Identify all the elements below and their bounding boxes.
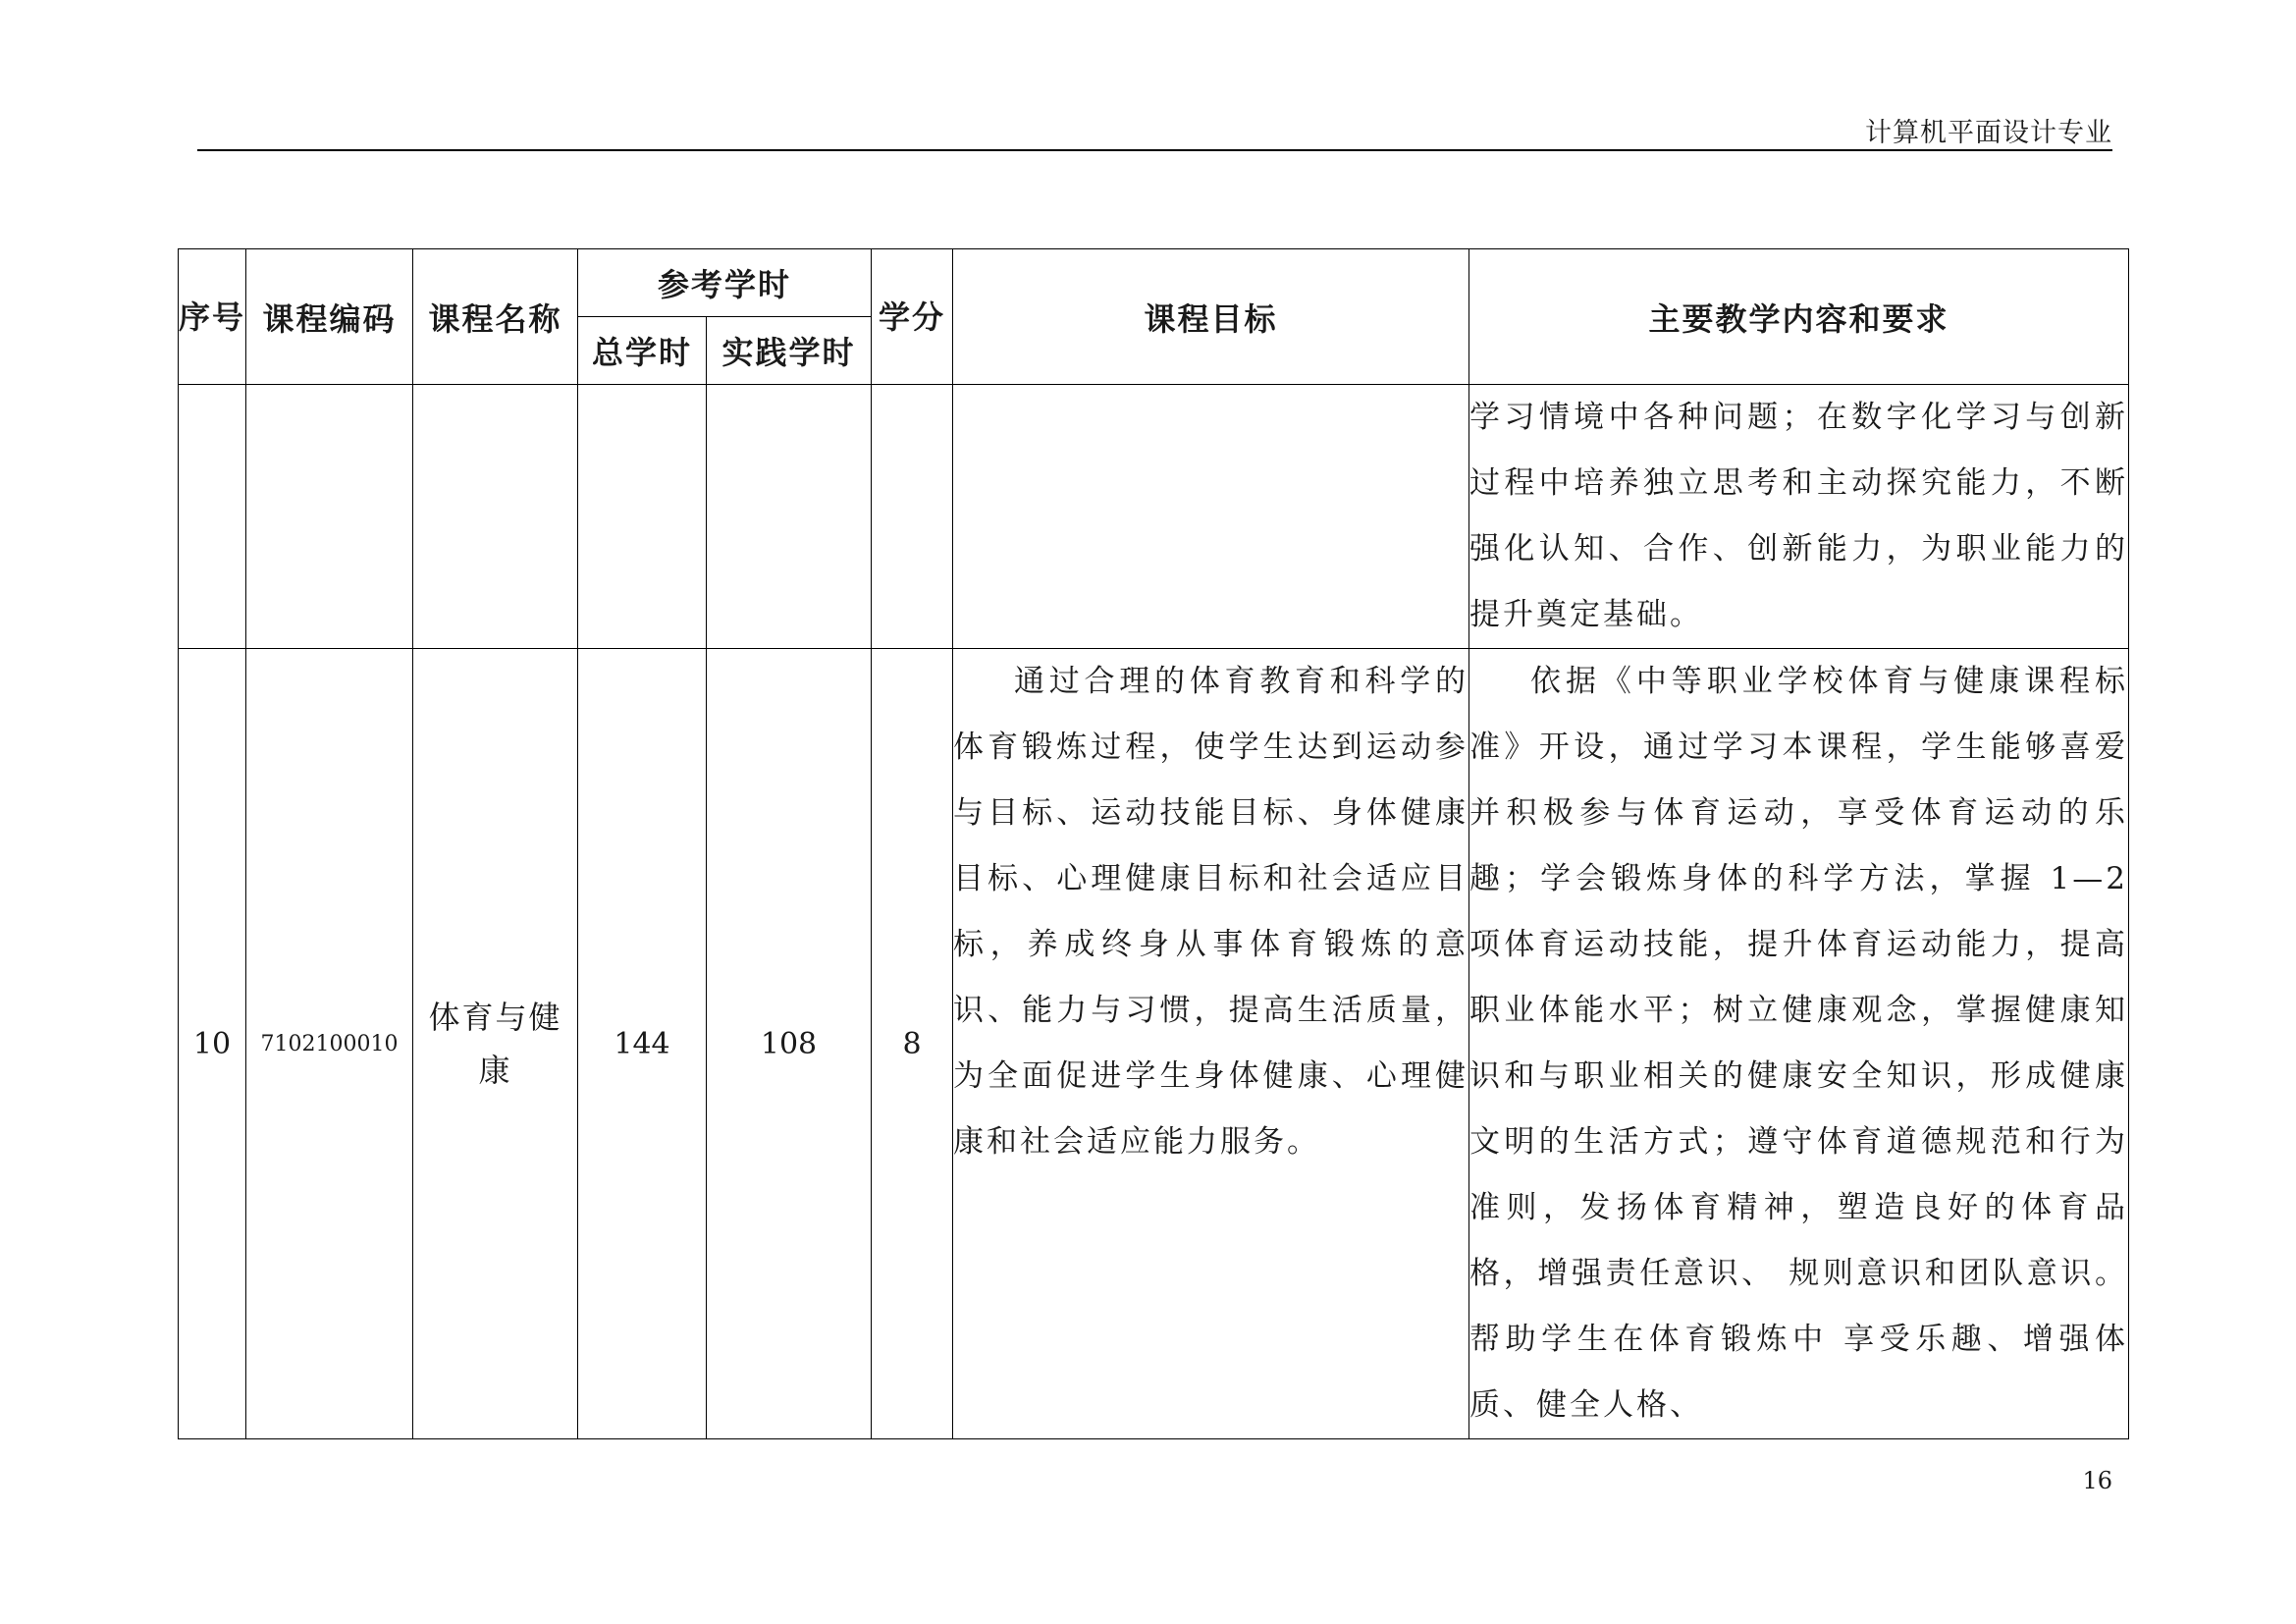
row-course-objective: 通过合理的体育教育和科学的体育锻炼过程，使学生达到运动参与目标、运动技能目标、身体健康目标、心理健康目标和社会适应目标，养成终身从事体育锻炼的意识、能力与习惯，提高生活质量，为全面促进学生身体健康、心理健康和社会适应能力服务。 (953, 649, 1469, 1439)
row-main-content: 依据《中等职业学校体育与健康课程标准》开设，通过学习本课程，学生能够喜爱并积极参与体育运动，享受体育运动的乐趣；学会锻炼身体的科学方法，掌握 1—2 项体育运动技能，提升体育运动能力，提高职业体能水平；树立健康观念，掌握健康知识和与职业相关的健康安全知识，形成健康文明的生活方式；遵守体育道德规范和行为准则，发扬体育精神，塑造良好的体育品格，增强责任意识、 规则意识和团队意识。帮助学生在体育锻炼中 享受乐趣、增强体质、健全人格、 (1469, 649, 2129, 1439)
row-total-hours: 144 (578, 649, 707, 1439)
header-course-code: 课程编码 (246, 249, 413, 385)
header-credits: 学分 (872, 249, 953, 385)
header-course-objective: 课程目标 (953, 249, 1469, 385)
header-main-content: 主要教学内容和要求 (1469, 249, 2129, 385)
course-table (178, 248, 2129, 1439)
empty-cell (413, 385, 578, 649)
row-course-name: 体育与健康 (413, 649, 578, 1439)
table-row-continued (179, 385, 2129, 649)
empty-cell (707, 385, 872, 649)
header-seq: 序号 (179, 249, 246, 385)
header-practice-hours: 实践学时 (707, 317, 872, 385)
row-practice-hours: 108 (707, 649, 872, 1439)
table-header-row (179, 249, 2129, 317)
empty-cell (246, 385, 413, 649)
header-course-name: 课程名称 (413, 249, 578, 385)
running-header-title: 计算机平面设计专业 (1865, 118, 2112, 148)
empty-cell (578, 385, 707, 649)
continued-content-cell: 学习情境中各种问题；在数字化学习与创新过程中培养独立思考和主动探究能力，不断强化认知、合作、创新能力，为职业能力的提升奠定基础。 (1469, 385, 2129, 649)
header-rule (197, 149, 2112, 151)
header-reference-hours: 参考学时 (578, 249, 872, 317)
page-number: 16 (2082, 1467, 2112, 1494)
row-credits: 8 (872, 649, 953, 1439)
table-row (179, 649, 2129, 1439)
row-course-code: 7102100010 (246, 649, 413, 1439)
row-seq: 10 (179, 649, 246, 1439)
empty-cell (179, 385, 246, 649)
empty-cell (872, 385, 953, 649)
header-total-hours: 总学时 (578, 317, 707, 385)
empty-cell (953, 385, 1469, 649)
